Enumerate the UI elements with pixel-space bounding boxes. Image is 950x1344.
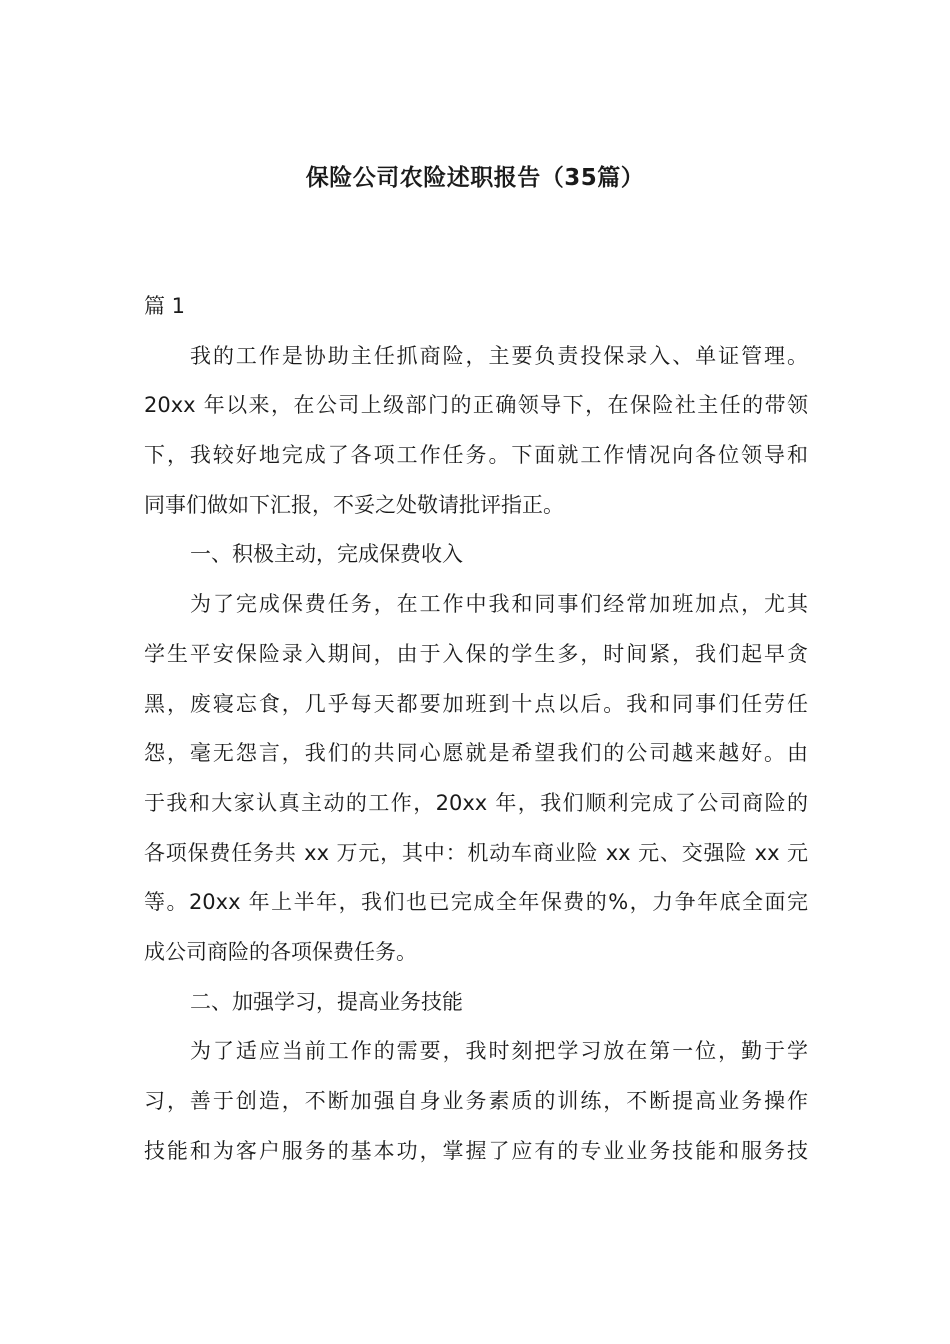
paragraph-line: 20xx 年以来，在公司上级部门的正确领导下，在保险社主任的带领 <box>144 393 808 418</box>
document-title: 保险公司农险述职报告（35篇） <box>305 165 645 191</box>
subheading: 二、加强学习，提高业务技能 <box>190 989 463 1014</box>
paragraph-line: 我的工作是协助主任抓商险，主要负责投保录入、单证管理。 <box>190 343 808 368</box>
paragraph-line: 技能和为客户服务的基本功，掌握了应有的专业业务技能和服务技 <box>144 1138 808 1163</box>
paragraph-line: 习，善于创造，不断加强自身业务素质的训练，不断提高业务操作 <box>144 1089 808 1113</box>
paragraph-line: 学生平安保险录入期间，由于入保的学生多，时间紧，我们起早贪 <box>144 641 808 666</box>
subheading: 一、积极主动，完成保费收入 <box>190 542 463 567</box>
paragraph-line: 于我和大家认真主动的工作，20xx 年，我们顺利完成了公司商险的 <box>144 790 808 815</box>
paragraph-line: 怨，毫无怨言，我们的共同心愿就是希望我们的公司越来越好。由 <box>144 741 808 766</box>
paragraph-line: 各项保费任务共 xx 万元，其中：机动车商业险 xx 元、交强险 xx 元 <box>144 840 808 865</box>
document-body <box>144 282 808 1176</box>
paragraph-line: 为了完成保费任务，在工作中我和同事们经常加班加点，尤其 <box>190 592 808 617</box>
paragraph-line: 黑，废寝忘食，几乎每天都要加班到十点以后。我和同事们任劳任 <box>144 691 808 716</box>
paragraph-line: 为了适应当前工作的需要，我时刻把学习放在第一位，勤于学 <box>190 1039 808 1064</box>
paragraph-line: 等。20xx 年上半年，我们也已完成全年保费的%，力争年底全面完 <box>144 890 808 915</box>
paragraph-line: 成公司商险的各项保费任务。 <box>144 939 417 964</box>
paragraph-line: 下，我较好地完成了各项工作任务。下面就工作情况向各位领导和 <box>144 443 808 468</box>
section-heading: 篇 1 <box>144 294 186 318</box>
paragraph-line: 同事们做如下汇报，不妥之处敬请批评指正。 <box>144 492 564 517</box>
